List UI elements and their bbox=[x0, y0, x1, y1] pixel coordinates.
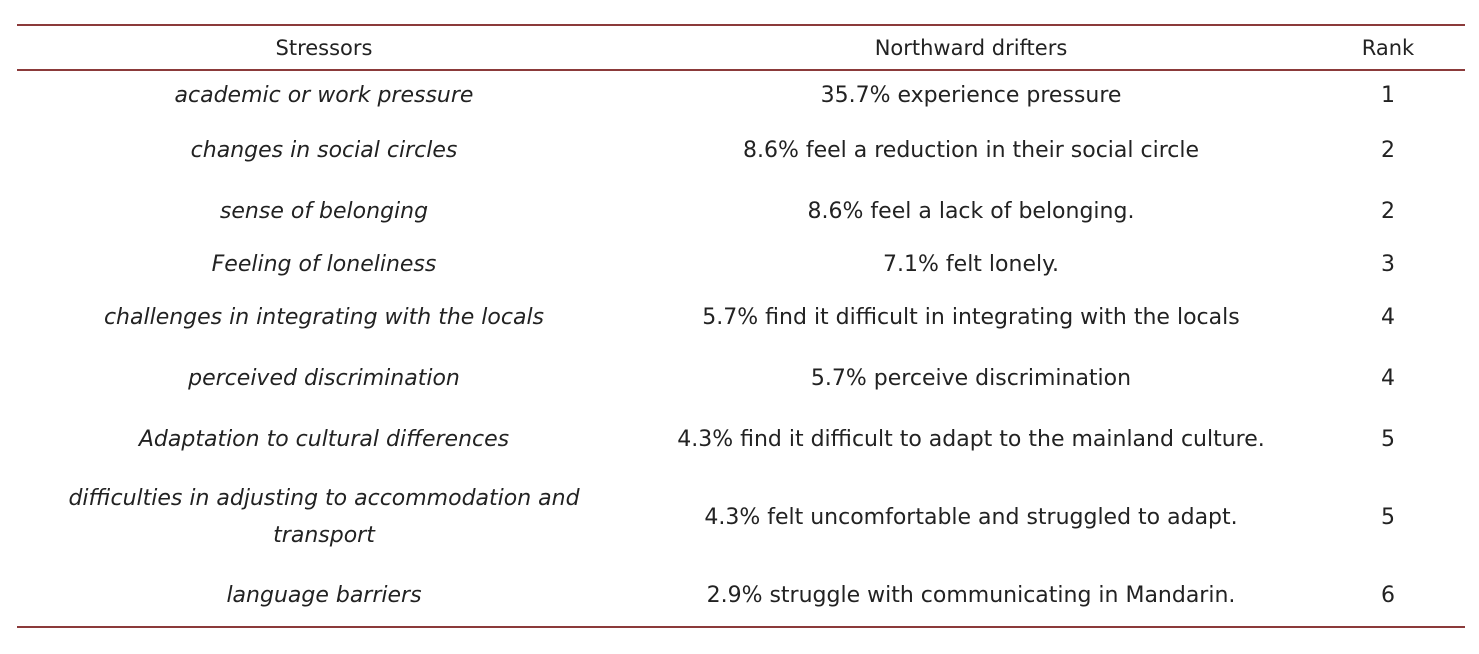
stressors-table bbox=[17, 24, 1465, 628]
table-row bbox=[17, 242, 1465, 287]
table-row bbox=[17, 564, 1465, 626]
stressor-cell: changes in social circles bbox=[190, 138, 458, 163]
rank-cell: 4 bbox=[1381, 305, 1395, 330]
stressor-cell: academic or work pressure bbox=[174, 83, 474, 108]
rank-cell: 5 bbox=[1381, 427, 1395, 452]
table bbox=[17, 26, 1465, 626]
table-row bbox=[17, 470, 1465, 564]
finding-cell: 4.3% felt uncomfortable and struggled to adapt. bbox=[704, 504, 1238, 530]
finding-cell: 4.3% find it difficult to adapt to the mainland culture. bbox=[677, 427, 1265, 452]
rank-cell: 2 bbox=[1381, 199, 1395, 224]
finding-cell: 35.7% experience pressure bbox=[820, 83, 1122, 108]
rank-cell: 6 bbox=[1381, 582, 1395, 608]
finding-cell: 8.6% feel a reduction in their social circle bbox=[742, 138, 1200, 163]
finding-cell: 2.9% struggle with communicating in Mandarin. bbox=[706, 582, 1236, 608]
header-rank: Rank bbox=[1311, 26, 1465, 70]
finding-cell: 5.7% find it difficult in integrating with the locals bbox=[702, 305, 1240, 330]
stressor-cell: Adaptation to cultural differences bbox=[138, 427, 510, 452]
table-row bbox=[17, 120, 1465, 181]
stressor-cell: Feeling of loneliness bbox=[211, 252, 437, 277]
table-header-row bbox=[17, 26, 1465, 70]
stressor-cell: difficulties in adjusting to accommodation and transport bbox=[68, 486, 580, 548]
table-row bbox=[17, 287, 1465, 348]
rank-cell: 4 bbox=[1381, 366, 1395, 391]
rank-cell: 3 bbox=[1381, 252, 1395, 277]
header-northward-drifters: Northward drifters bbox=[631, 26, 1311, 70]
table-bottom-rule bbox=[17, 626, 1465, 628]
rank-cell: 1 bbox=[1381, 83, 1395, 108]
finding-cell: 8.6% feel a lack of belonging. bbox=[807, 199, 1135, 224]
table-row bbox=[17, 348, 1465, 409]
header-stressors: Stressors bbox=[17, 26, 631, 70]
table-row bbox=[17, 409, 1465, 470]
stressor-cell: language barriers bbox=[226, 582, 422, 608]
stressor-cell: sense of belonging bbox=[219, 199, 429, 224]
rank-cell: 2 bbox=[1381, 138, 1395, 163]
finding-cell: 7.1% felt lonely. bbox=[883, 252, 1059, 277]
finding-cell: 5.7% perceive discrimination bbox=[810, 366, 1132, 391]
stressor-cell: perceived discrimination bbox=[188, 366, 460, 391]
rank-cell: 5 bbox=[1381, 504, 1395, 530]
table-row bbox=[17, 70, 1465, 120]
stressor-cell: challenges in integrating with the locals bbox=[103, 305, 545, 330]
table-row bbox=[17, 181, 1465, 242]
